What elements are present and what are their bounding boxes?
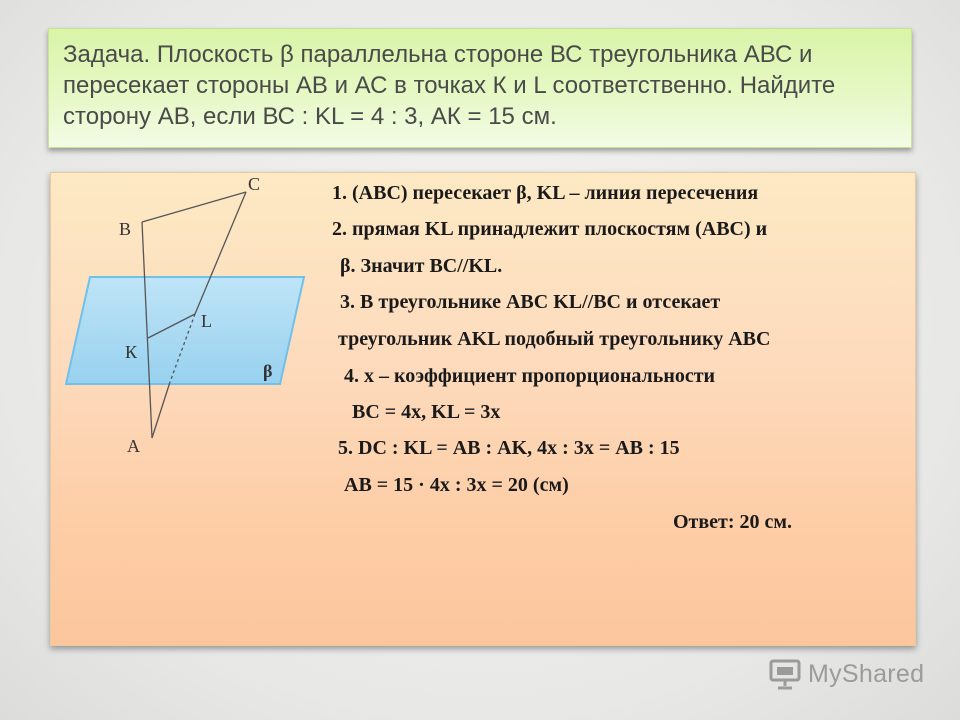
solution-line-3: β. Значит ВС//KL.	[340, 255, 503, 277]
solution-line-answer: Ответ: 20 см.	[673, 511, 793, 533]
label-point-b: В	[119, 219, 132, 239]
label-point-a: А	[127, 436, 140, 456]
solution-line-7: ВС = 4х, KL = 3х	[352, 401, 501, 423]
solution-line-1: 1. (АВС) пересекает β, KL – линия пересечения	[332, 182, 759, 204]
solution-line-9: АВ = 15 · 4х : 3х = 20 (см)	[344, 474, 569, 496]
segment-bc	[142, 192, 246, 222]
projector-screen-icon	[768, 658, 802, 690]
label-point-c: С	[248, 174, 261, 194]
label-plane-beta: β	[263, 361, 273, 381]
label-point-l: L	[201, 311, 212, 331]
solution-line-6: 4. х – коэффициент пропорциональности	[344, 365, 716, 387]
solution-line-8: 5. DС : KL = АВ : АK, 4х : 3х = АВ : 15	[338, 437, 680, 459]
watermark-brand: MyShared	[808, 659, 925, 688]
task-text: Задача. Плоскость β параллельна стороне ВС треугольника АВС и пересекает стороны АВ и АС в точках К и L соответственно. Найдите сторону АВ, если ВС : KL = 4 : 3, АК = 15 см.	[63, 41, 836, 130]
watermark	[768, 656, 924, 692]
geometry-diagram	[50, 172, 330, 472]
task-box	[48, 28, 912, 148]
label-point-k: К	[125, 342, 138, 362]
solution-line-2: 2. прямая KL принадлежит плоскостям (АВС) и	[332, 218, 768, 240]
segment-ac-lower	[152, 382, 170, 438]
solution-line-5: треугольник АKL подобный треугольнику АВС	[338, 328, 771, 350]
solution-line-4: 3. В треугольнике АВС KL//ВС и отсекает	[340, 291, 721, 313]
